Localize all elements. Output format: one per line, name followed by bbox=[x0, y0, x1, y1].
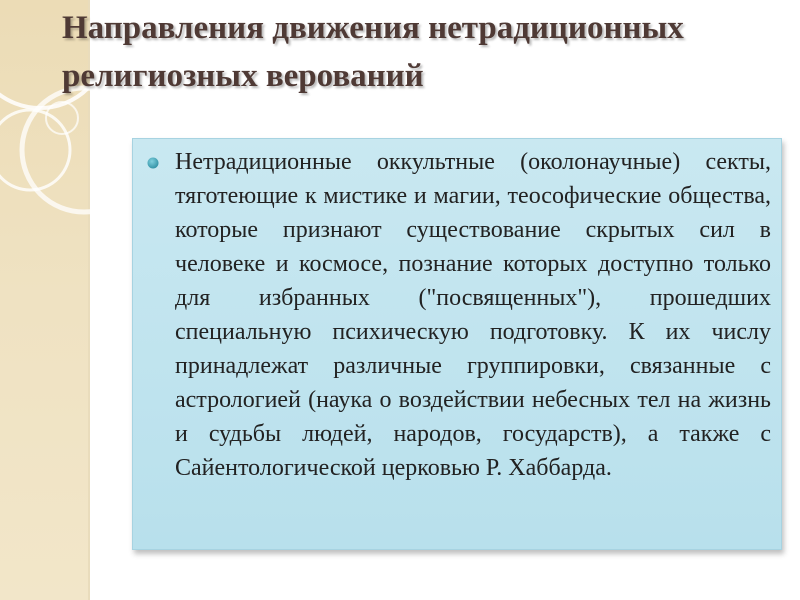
content-box bbox=[132, 138, 782, 550]
teal-dot-icon bbox=[147, 157, 159, 169]
slide-title: Направления движения нетрадиционных религиозных верований bbox=[62, 10, 684, 94]
bullet-text: Нетрадиционные оккультные (околонаучные) секты, тяготеющие к мистике и магии, теософические общества, которые признают существование скрытых сил в человеке и космосе, познание которых доступно только для избранных ("посвященных"), прошедших специальную психическую подготовку. К их числу принадлежат различные группировки, связанные с астрологией (наука о воздействии небесных тел на жизнь и судьбы людей, народов, государств), а также с Сайентологической церковью Р. Хаббарда. bbox=[175, 149, 771, 481]
